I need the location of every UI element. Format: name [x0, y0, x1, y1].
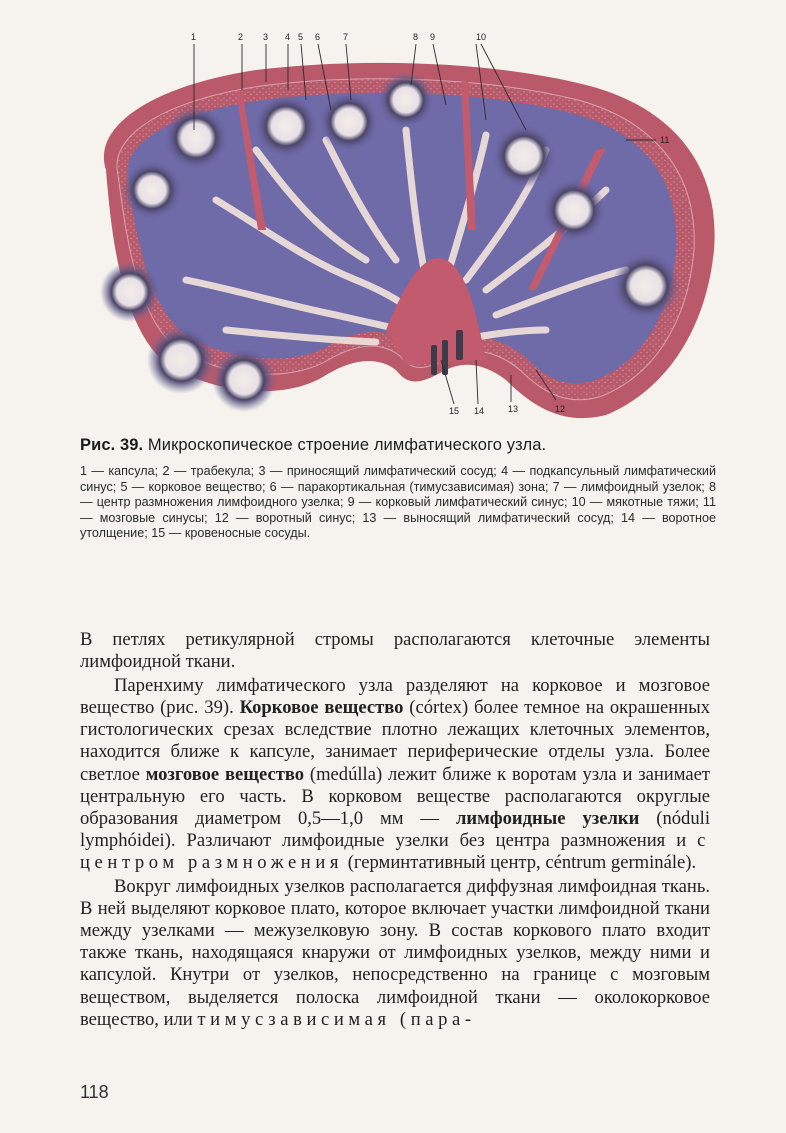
page-number: 118 [80, 1082, 109, 1102]
label-6: 6 [315, 32, 321, 42]
paragraph-1: В петлях ретикулярной стромы располагаются клеточные элементы лимфоидной ткани. [80, 629, 710, 673]
label-15: 15 [449, 406, 460, 416]
lymph-node-figure [66, 30, 726, 425]
figure-caption [80, 436, 720, 455]
label-13: 13 [508, 404, 519, 414]
term-thymus-dependent: тимусзависимая [197, 1008, 391, 1030]
label-4: 4 [285, 32, 291, 42]
label-5: 5 [298, 32, 304, 42]
label-11: 11 [660, 135, 670, 145]
label-7: 7 [343, 32, 349, 42]
label-2: 2 [238, 32, 244, 42]
paragraph-2: Паренхиму лимфатического узла разделяют на корковое и мозговое вещество (рис. 39). Корковое вещество (córtex) более темное на окрашенных гистологических срезах вследствие плотно лежащих клеточных элементов, находится ближе к капсуле, занимает периферические отделы узла. Более светлое мозговое вещество (medúlla) лежит ближе к воротам узла и занимает центральную его часть. В корковом веществе располагаются округлые образования диаметром 0,5—1,0 мм — лимфоидные узелки (nóduli lymphóidei). Различают лимфоидные узелки без центра размножения и с центром размножения (герминтативный центр, céntrum germinále). [80, 675, 710, 873]
body-text [80, 629, 710, 1031]
label-10: 10 [476, 32, 487, 42]
term-medulla: мозговое вещество [145, 763, 305, 785]
label-3: 3 [263, 32, 269, 42]
label-14: 14 [474, 406, 485, 416]
label-12: 12 [555, 404, 566, 414]
term-lymphoid-nodules: лимфоидные узелки [455, 807, 640, 829]
lymph-node-illustration [66, 30, 726, 425]
label-9: 9 [430, 32, 436, 42]
term-germinal-center: с центром размножения [80, 829, 710, 873]
figure-title: Микроскопическое строение лимфатического узла. [147, 436, 547, 454]
figure-legend: 1 — капсула; 2 — трабекула; 3 — приносящий лимфатический сосуд; 4 — подкапсульный лимфатический синус; 5 — корковое вещество; 6 — паракортикальная (тимусзависимая) зона; 7 — лимфоидный узелок; 8 — центр размножения лимфоидного узелка; 9 — корковый лимфатический синус; 10 — мякотные тяжи; 11 — мозговые синусы; 12 — воротный синус; 13 — выносящий лимфатический сосуд; 14 — воротное утолщение; 15 — кровеносные сосуды. [80, 464, 716, 541]
figure-number: Рис. 39. [80, 436, 144, 454]
label-1: 1 [191, 32, 197, 42]
label-8: 8 [413, 32, 419, 42]
paragraph-3: Вокруг лимфоидных узелков располагается диффузная лимфоидная ткань. В ней выделяют корковое плато, которое включает участки лимфоидной ткани между узелками — межузелковую зону. В состав коркового плато входит также ткань, находящаяся кнаружи от лимфоидных узелков, между ними и капсулой. Кнутри от узелков, непосредственно на границе с мозговым веществом, выделяется полоска лимфоидной ткани — околокорковое вещество, или тимусзависимая (пара- [80, 876, 710, 1030]
term-cortex: Корковое вещество [239, 697, 404, 719]
